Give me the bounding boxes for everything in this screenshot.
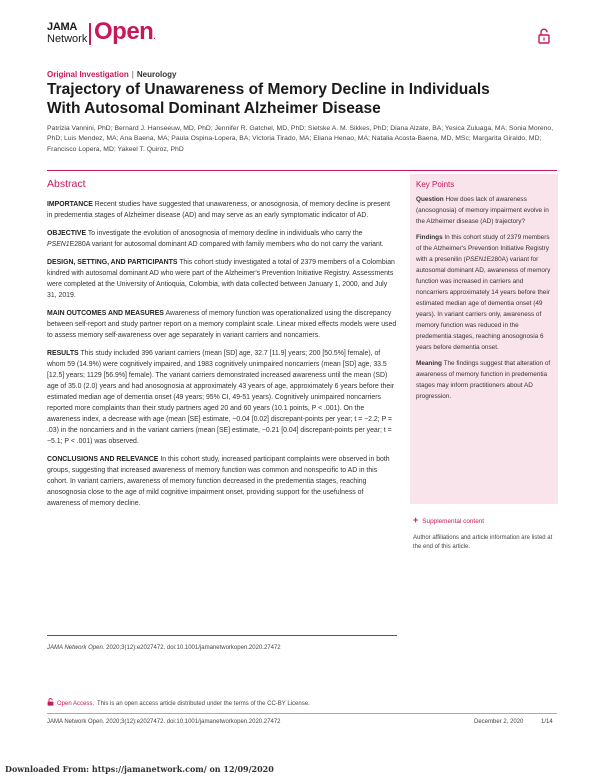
- abstract-body: [47, 199, 397, 516]
- open-access-note: [47, 698, 310, 709]
- doi-link[interactable]: 10.1001/jamanetworkopen.2020.27472: [176, 645, 281, 651]
- meaning-text: The findings suggest that alteration of awareness of memory function in predementia stages may inform practitioners about AD progression.: [416, 360, 551, 400]
- key-points-body: [416, 194, 552, 407]
- conclusions-text: In this cohort study, increased participant complaints were observed in both groups, suggesting that increased awareness of memory function was common and nonspecific to AD in this cohort. In variant carriers, awareness of memory function decreased in the predementia stages, reaching anosognosia close to the age of mild cognitive impairment onset, providing support for the usefulness of awareness of memory decline.: [47, 456, 390, 507]
- footer-date: December 2, 2020: [474, 719, 524, 725]
- key-points-findings: [416, 232, 552, 353]
- article-title: Trajectory of Unawareness of Memory Decline in Individuals With Autosomal Dominant Alzheimer Disease: [47, 81, 490, 117]
- findings-text-2: E280A) variant for autosomal dominant AD, awareness of memory function was increased in carriers and noncarriers approximately 14 years before their estimated median age of dementia onset (49 years). In variant carriers only, awareness of memory function was reduced in the predementia stages, reaching anosognosia 6 years before dementia onset.: [416, 256, 551, 351]
- key-points-heading: Key Points: [416, 180, 455, 189]
- importance-text: Recent studies have suggested that unawareness, or anosognosia, of memory decline is present in predementia stages of Alzheimer disease (AD) and may serve as an early symptomatic indicator of AD.: [47, 201, 391, 219]
- footer-divider: [47, 713, 557, 714]
- citation-details: 2020;3(12):e2027472. doi:: [106, 645, 177, 651]
- logo-network-text: Network: [47, 33, 88, 45]
- design-text: This cohort study investigated a total of 2379 members of a Colombian kindred with autosomal dominant AD who were part of the Alzheimer's Prevention Initiative Registry. Assessments were completed at the University of Antioquia, Colombia, with data collected between January 1, 2000, and July 31, 2019.: [47, 259, 395, 299]
- abstract-divider: [47, 635, 397, 636]
- objective-label: OBJECTIVE: [47, 230, 87, 237]
- objective-text-1: To investigate the evolution of anosognosia of memory decline in individuals who carry the: [87, 230, 363, 237]
- open-access-text: This is an open access article distributed under the terms of the CC-BY License.: [97, 701, 310, 707]
- question-label: Question: [416, 196, 444, 203]
- journal-logo[interactable]: [47, 18, 177, 50]
- supplemental-content-link[interactable]: [413, 516, 484, 526]
- kicker-separator: |: [131, 70, 134, 79]
- results-label: RESULTS: [47, 350, 79, 357]
- affiliations-note: Author affiliations and article information are listed at the end of this article.: [413, 535, 553, 550]
- open-access-icon: [47, 698, 54, 706]
- author-list: Patrizia Vannini, PhD; Bernard J. Hanseeuw, MD, PhD; Jennifer R. Gatchel, MD, PhD; Sietske A. M. Sikkes, PhD; Diana Alzate, BA; Yesica Zuluaga, MA; Sonia Moreno, PhD; Luis Mendez, MA; Ana Baena, MA; Paula Ospina-Lopera, BA; Victoria Tirado, MA; Eliana Henao, MA; Natalia Acosta-Baena, MD, MSc; Margarita Giraldo, MD; Francisco Lopera, MD; Yakeel T. Quiroz, PhD: [47, 125, 554, 153]
- logo-open-word: Open: [94, 18, 154, 45]
- logo-jama-text: JAMA: [47, 21, 77, 33]
- logo-divider: [89, 23, 91, 45]
- footer-citation: JAMA Network Open. 2020;3(12):e2027472. doi:10.1001/jamanetworkopen.2020.27472: [47, 719, 281, 725]
- download-stamp: Downloaded From: https://jamanetwork.com/ on 12/09/2020: [5, 764, 274, 774]
- header-divider: [47, 170, 557, 171]
- abstract-objective: [47, 228, 397, 250]
- logo-open-text: [94, 18, 155, 51]
- outcomes-text: Awareness of memory function was operationalized using the discrepancy between self-report and study partner report on a memory complaint scale. Linear mixed effects models were used to assess memory self-awareness over age separately in variant carriers and noncarriers.: [47, 310, 397, 339]
- logo-tm: .: [153, 32, 156, 41]
- outcomes-label: MAIN OUTCOMES AND MEASURES: [47, 310, 164, 317]
- article-kicker: [47, 70, 176, 80]
- page-number: 1/14: [541, 719, 553, 725]
- key-points-meaning: [416, 358, 552, 402]
- question-text: How does lack of awareness (anosognosia) of memory impairment evolve in the Alzheimer disease (AD) trajectory?: [416, 196, 549, 225]
- abstract-design: [47, 257, 397, 301]
- findings-text-1: In this cohort study of 2379 members of the Alzheimer's Prevention Initiative Registry with a presenilin (: [416, 234, 550, 263]
- plus-icon: +: [413, 515, 419, 525]
- abstract-results: [47, 348, 397, 447]
- objective-gene: PSEN1: [47, 241, 70, 248]
- findings-gene: PSEN1: [465, 256, 487, 263]
- article-type: Original Investigation: [47, 70, 129, 79]
- abstract-outcomes: [47, 308, 397, 341]
- importance-label: IMPORTANCE: [47, 201, 93, 208]
- supplemental-label: Supplemental content: [422, 518, 485, 525]
- key-points-question: [416, 194, 552, 227]
- open-lock-icon: [538, 28, 550, 44]
- findings-label: Findings: [416, 234, 443, 241]
- article-section: Neurology: [136, 70, 177, 79]
- abstract-importance: [47, 199, 397, 221]
- citation-journal: JAMA Network Open.: [47, 645, 105, 651]
- meaning-label: Meaning: [416, 360, 442, 367]
- abstract-conclusions: [47, 454, 397, 509]
- open-access-label[interactable]: Open Access.: [57, 701, 95, 707]
- results-text: This study included 396 variant carriers (mean [SD] age, 32.7 [11.9] years; 200 [50.5%] female), of whom 59 (14.9%) were cognitively impaired, and 1983 cognitively unimpaired noncarriers (mean [SD] age, 33.5 [12.5] years; 1129 [56.9%] female). The variant carriers demonstrated increased awareness until the mean (SD) age of 35.0 (2.0) years and had anosognosia at approximately 43 years of age, approximately 6 years before their estimated median age of dementia onset (49 years; 95% CI, 49-51 years). Cognitively unimpaired noncarriers reported more complaints than their study partners aged 20 and 60 years (10.1 points, P < .001). On the awareness index, a decrease with age (mean [SE] estimate, −0.04 [0.02] discrepant-points per year; t = −2.2; P = .03) in the noncarriers and in the variant carriers (mean [SE] estimate, −0.21 [0.04] discrepant-points per year; t = −5.1; P < .001) was observed.: [47, 350, 395, 445]
- design-label: DESIGN, SETTING, AND PARTICIPANTS: [47, 259, 178, 266]
- conclusions-label: CONCLUSIONS AND RELEVANCE: [47, 456, 159, 463]
- abstract-heading: Abstract: [47, 178, 86, 190]
- abstract-citation: [47, 644, 407, 653]
- objective-text-2: E280A variant for autosomal dominant AD compared with family members who do not carry the variant.: [69, 241, 384, 248]
